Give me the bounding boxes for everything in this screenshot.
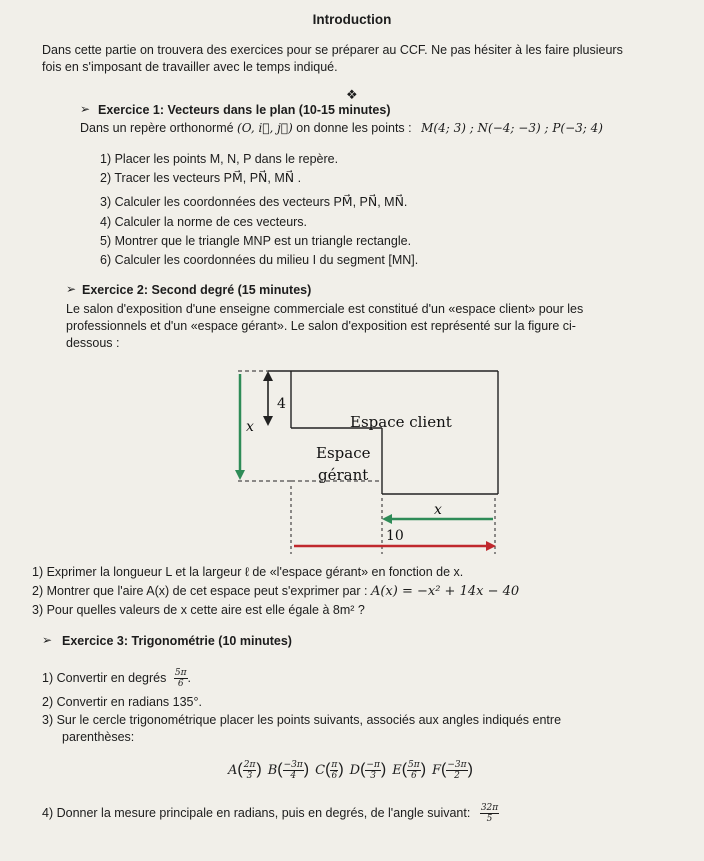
ex1-q4: 4) Calculer la norme de ces vecteurs. [100, 215, 308, 229]
ex1-title: Exercice 1: Vecteurs dans le plan (10-15 minutes) [98, 103, 391, 117]
fraction-den: 6 [177, 679, 184, 689]
ex1-statement-text-2: on donne les points : [296, 121, 412, 135]
ex1-frame: (O, i⃗, j⃗) [237, 121, 293, 135]
label-x-left: x [246, 419, 254, 435]
ex3-q3-line-2: parenthèses: [62, 730, 135, 744]
fraction-5pi-6 [174, 668, 188, 689]
point-letter: B [267, 762, 278, 778]
four-arrow-head-bottom [263, 416, 273, 426]
angle-point-e: E( $\frac{5\pi}{6}$ ) [392, 760, 427, 781]
ex2-q3: 3) Pour quelles valeurs de x cette aire est elle égale à 8m² ? [32, 603, 365, 617]
fraction-num: 5π [174, 668, 187, 678]
fraction-den: 6 [410, 771, 417, 781]
exposition-figure [228, 368, 508, 558]
point-fraction [243, 760, 257, 781]
ex1-statement [80, 120, 603, 137]
ex3-q3-line-1: 3) Sur le cercle trigonométrique placer les points suivants, associés aux angles indiqués entre [42, 713, 562, 727]
fraction-num: −3π [447, 760, 467, 770]
ex2-q2-text: 2) Montrer que l'aire A(x) de cet espace peut s'exprimer par : [32, 584, 368, 598]
ex3-angle-points [228, 760, 479, 781]
four-arrow-head-top [263, 371, 273, 381]
x-horizontal-arrow-head [382, 514, 392, 524]
fraction-num: 32π [480, 803, 499, 813]
fraction-num: π [331, 760, 338, 770]
point-letter: A [228, 762, 238, 778]
angle-point-c: C( $\frac{\pi}{6}$ ) [315, 760, 344, 781]
angle-point-f: F( $\frac{-3\pi}{2}$ ) [432, 760, 473, 781]
ex2-q2 [32, 583, 519, 600]
ex2-q2-formula: A(x) = −x² + 14x − 40 [370, 584, 520, 599]
label-espace: Espace [316, 444, 371, 462]
angle-point-a: A( $\frac{2\pi}{3}$ ) [228, 760, 262, 781]
point-letter: D [349, 762, 361, 778]
ex3-title: Exercice 3: Trigonométrie (10 minutes) [62, 634, 292, 648]
fraction-den: 3 [370, 771, 376, 781]
x-vertical-arrow-head [235, 470, 245, 480]
label-x-bottom: x [434, 502, 442, 518]
fraction-den: 3 [246, 771, 253, 781]
bullet-arrow-icon: ➢ [42, 633, 53, 647]
intro-line-1: Dans cette partie on trouvera des exercices pour se préparer au CCF. Ne pas hésiter à les faire plusieurs [42, 43, 623, 57]
ex2-title: Exercice 2: Second degré (15 minutes) [82, 283, 312, 297]
ex2-q1: 1) Exprimer la longueur L et la largeur ℓ de «l'espace gérant» en fonction de x. [32, 565, 464, 579]
ex1-q5: 5) Montrer que le triangle MNP est un triangle rectangle. [100, 234, 412, 248]
ex2-line-2: professionnels et d'un «espace gérant». Le salon d'exposition est représenté sur la figure ci- [66, 319, 576, 333]
angle-point-b: B( $\frac{-3\pi}{4}$ ) [267, 760, 310, 781]
page-title: Introduction [312, 12, 392, 27]
ex1-q2: 2) Tracer les vecteurs PM⃗, PN⃗, MN⃗ . [100, 171, 302, 185]
ex3-q1: 1) Convertir en degrés $\frac{5\pi}{6}$ . [42, 668, 191, 689]
ex3-q2: 2) Convertir en radians 135°. [42, 695, 202, 709]
label-espace-client: Espace client [350, 413, 452, 431]
ex2-line-1: Le salon d'exposition d'une enseigne commerciale est constitué d'un «espace client» pour les [66, 302, 584, 316]
point-letter: C [315, 762, 326, 778]
ex1-q3: 3) Calculer les coordonnées des vecteurs PM⃗, PN⃗, MN⃗. [100, 195, 408, 209]
ex3-q1-text: 1) Convertir en degrés [42, 670, 167, 685]
ex3-q4 [42, 803, 499, 824]
point-fraction [283, 760, 304, 781]
bullet-arrow-icon: ➢ [80, 102, 91, 116]
fraction-den: 5 [486, 814, 493, 824]
fraction-num: 5π [408, 760, 420, 770]
label-4: 4 [277, 396, 286, 412]
label-gerant: gérant [318, 466, 369, 484]
fraction-num: −π [366, 760, 380, 770]
fraction-den: 4 [290, 771, 297, 781]
ex3-q4-text: 4) Donner la mesure principale en radians, puis en degrés, de l'angle suivant: [42, 805, 471, 820]
ex2-line-3: dessous : [66, 336, 120, 350]
fraction-den: 6 [331, 771, 338, 781]
ex1-q6: 6) Calculer les coordonnées du milieu I du segment [MN]. [100, 253, 419, 267]
ex1-points: M(4; 3) ; N(−4; −3) ; P(−3; 4) [421, 121, 603, 135]
ex1-q1: 1) Placer les points M, N, P dans le repère. [100, 152, 339, 166]
intro-line-2: fois en s'imposant de travailler avec le temps indiqué. [42, 60, 338, 74]
bullet-arrow-icon: ➢ [66, 282, 77, 296]
point-letter: E [392, 762, 402, 778]
point-fraction [365, 760, 380, 781]
point-letter: F [432, 762, 442, 778]
label-10: 10 [386, 528, 404, 544]
point-fraction [407, 760, 421, 781]
fraction-den: 2 [454, 771, 460, 781]
separator-icon: ❖ [346, 87, 358, 102]
point-fraction [446, 760, 467, 781]
fraction-num: −3π [283, 760, 303, 770]
fraction-num: 2π [243, 760, 256, 770]
angle-point-d: D( $\frac{-\pi}{3}$ ) [349, 760, 387, 781]
ex1-statement-text: Dans un repère orthonormé [80, 121, 234, 135]
fraction-32pi-5 [480, 803, 499, 824]
